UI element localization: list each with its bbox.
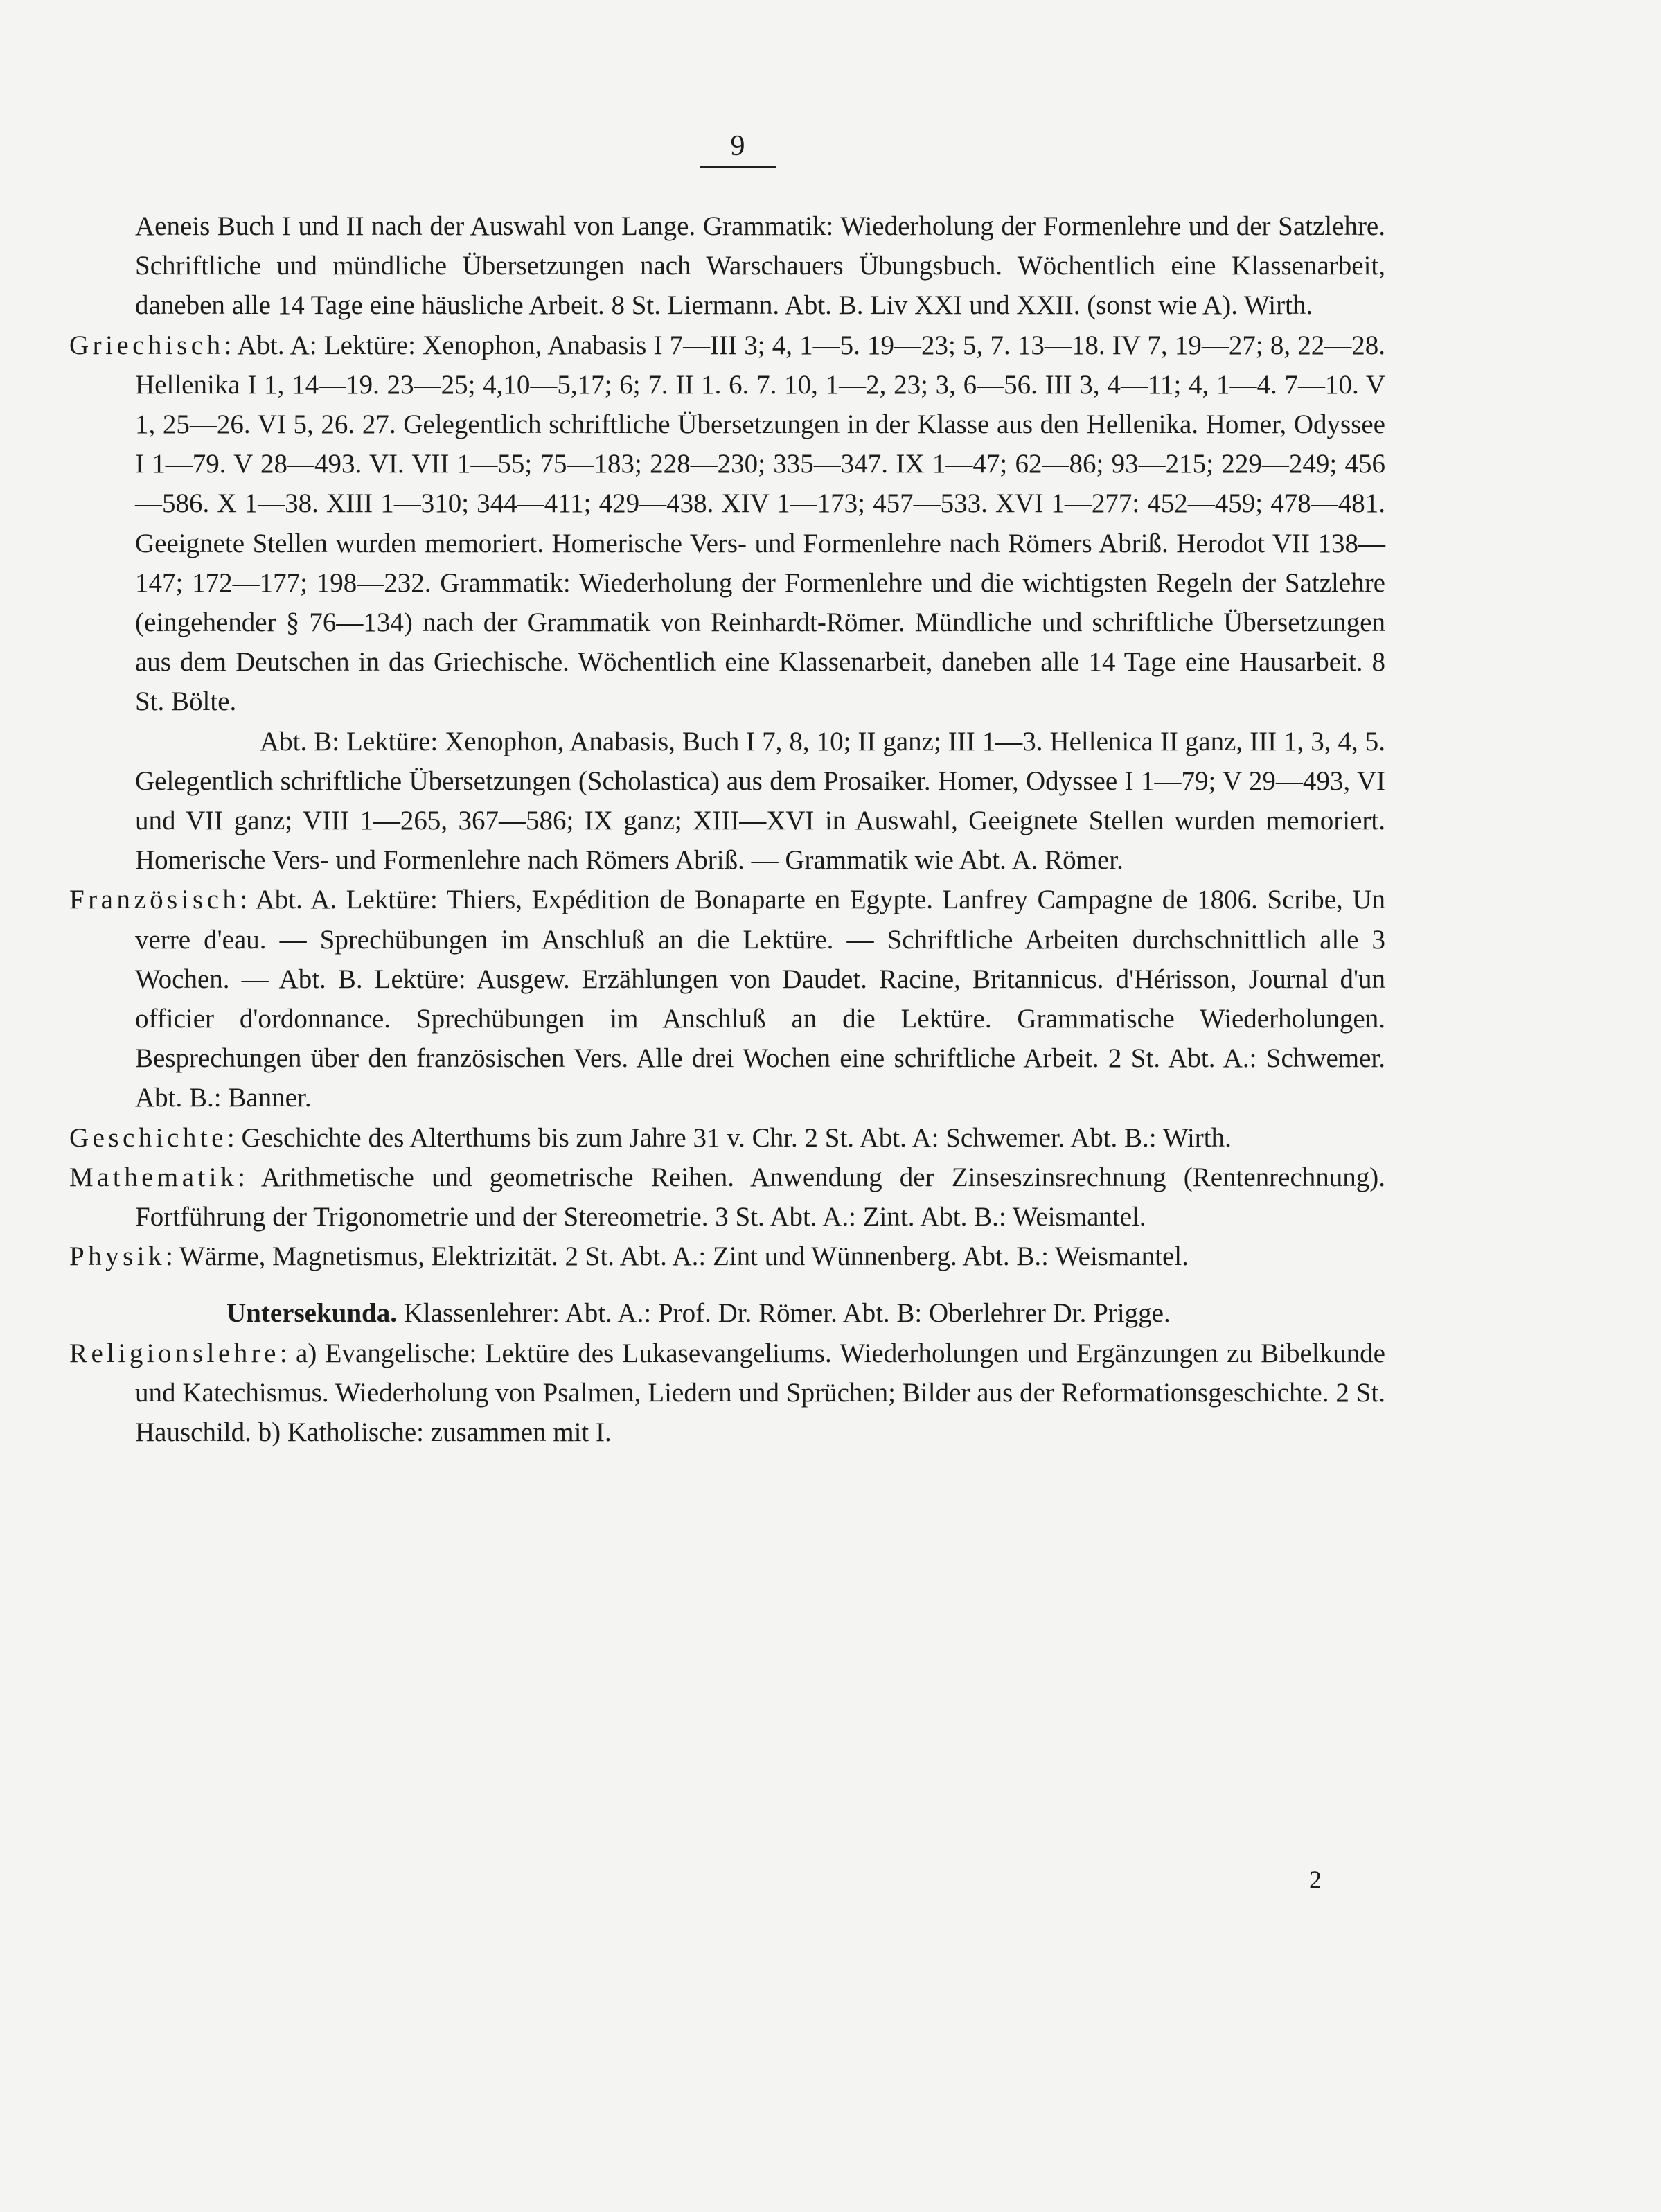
physik-heading: Physik bbox=[69, 1241, 166, 1272]
page-number: 9 bbox=[700, 132, 776, 168]
geschichte-section bbox=[69, 1118, 1385, 1158]
griechisch-abt-b-text: Abt. B: Lektüre: Xenophon, Anabasis, Buch I 7, 8, 10; II ganz; III 1—3. Hellenica II ganz, III 1, 3, 4, 5. Gelegentlich schriftliche Übersetzungen (Scholastica) aus dem Prosaiker. Homer, Odyssee I 1—79; V 29—493, VI und VII ganz; VIII 1—265, 367—586; IX ganz; XIII—XVI in Auswahl, Geeignete Stellen wurden memoriert. Homerische Vers- und Formenlehre nach Römers Abriß. — Grammatik wie Abt. A. Römer. bbox=[135, 726, 1385, 876]
mathematik-text: : Arithmetische und geometrische Reihen. Anwendung der Zinseszinsrechnung (Rentenrechnung). Fortführung der Trigonometrie und der Stereometrie. 3 St. Abt. A.: Zint. Abt. B.: Weismantel. bbox=[135, 1162, 1385, 1232]
geschichte-heading: Geschichte bbox=[69, 1122, 227, 1153]
signature-mark: 2 bbox=[1309, 1866, 1322, 1893]
latein-text: Aeneis Buch I und II nach der Auswahl von Lange. Grammatik: Wiederholung der Formenlehre und der Satzlehre. Schriftliche und mündliche Übersetzungen nach Warschauers Übungsbuch. Wöchentlich eine Klassenarbeit, daneben alle 14 Tage eine häusliche Arbeit. 8 St. Liermann. Abt. B. Liv XXI und XXII. (sonst wie A). Wirth. bbox=[135, 211, 1385, 321]
religion-text: : a) Evangelische: Lektüre des Lukasevangeliums. Wiederholungen und Ergänzungen zu Bibelkunde und Katechismus. Wiederholung von Psalmen, Liedern und Sprüchen; Bilder aus der Reformationsgeschichte. 2 St. Hauschild. b) Katholische: zusammen mit I. bbox=[135, 1338, 1385, 1448]
untersekunda-label: Untersekunda. bbox=[226, 1298, 397, 1329]
griechisch-text: : Abt. A: Lektüre: Xenophon, Anabasis I 7—III 3; 4, 1—5. 19—23; 5, 7. 13—18. IV 7, 19—27; 8, 22—28. Hellenika I 1, 14—19. 23—25; 4,10—5,17; 6; 7. II 1. 6. 7. 10, 1—2, 23; 3, 6—56. III 3, 4—11; 4, 1—4. 7—10. V 1, 25—26. VI 5, 26. 27. Gelegentlich schriftliche Übersetzungen in der Klasse aus den Hellenika. Homer, Odyssee I 1—79. V 28—493. VI. VII 1—55; 75—183; 228—230; 335—347. IX 1—47; 62—86; 93—215; 229—249; 456—586. X 1—38. XIII 1—310; 344—411; 429—438. XIV 1—173; 457—533. XVI 1—277: 452—459; 478—481. Geeignete Stellen wurden memoriert. Homerische Vers- und Formenlehre nach Römers Abriß. Herodot VII 138—147; 172—177; 198—232. Grammatik: Wiederholung der Formenlehre und die wichtigsten Regeln der Satzlehre (eingehender § 76—134) nach der Grammatik von Reinhardt-Römer. Mündliche und schriftliche Übersetzungen aus dem Deutschen in das Griechische. Wöchentlich eine Klassenarbeit, daneben alle 14 Tage eine Hausarbeit. 8 St. Bölte. bbox=[135, 330, 1385, 717]
untersekunda-heading bbox=[69, 1293, 1385, 1333]
physik-text: : Wärme, Magnetismus, Elektrizität. 2 St. Abt. A.: Zint und Wünnenberg. Abt. B.: Weismantel. bbox=[165, 1241, 1189, 1272]
griechisch-heading: Griechisch bbox=[69, 330, 224, 360]
untersekunda-text: Klassenlehrer: Abt. A.: Prof. Dr. Römer. Abt. B: Oberlehrer Dr. Prigge. bbox=[396, 1298, 1171, 1329]
griechisch-section bbox=[69, 326, 1385, 722]
franzoesisch-section bbox=[69, 880, 1385, 1117]
religion-heading: Religionslehre bbox=[69, 1338, 280, 1368]
religion-section bbox=[69, 1334, 1385, 1453]
franzoesisch-heading: Französisch bbox=[69, 885, 240, 915]
physik-section bbox=[69, 1237, 1385, 1276]
griechisch-abt-b bbox=[69, 722, 1385, 881]
franzoesisch-text: : Abt. A. Lektüre: Thiers, Expédition de Bonaparte en Egypte. Lanfrey Campagne de 1806. Scribe, Un verre d'eau. — Sprechübungen im Anschluß an die Lektüre. — Schriftliche Arbeiten durchschnittlich alle 3 Wochen. — Abt. B. Lektüre: Ausgew. Erzählungen von Daudet. Racine, Britannicus. d'Hérisson, Journal d'un officier d'ordonnance. Sprechübungen im Anschluß an die Lektüre. Grammatische Wiederholungen. Besprechungen über den französischen Vers. Alle drei Wochen eine schriftliche Arbeit. 2 St. Abt. A.: Schwemer. Abt. B.: Banner. bbox=[135, 885, 1385, 1113]
mathematik-heading: Mathematik bbox=[69, 1162, 238, 1192]
page-body bbox=[69, 206, 1385, 1452]
latein-continuation bbox=[69, 206, 1385, 326]
mathematik-section bbox=[69, 1158, 1385, 1237]
geschichte-text: : Geschichte des Alterthums bis zum Jahre 31 v. Chr. 2 St. Abt. A: Schwemer. Abt. B.: Wirth. bbox=[226, 1122, 1232, 1153]
